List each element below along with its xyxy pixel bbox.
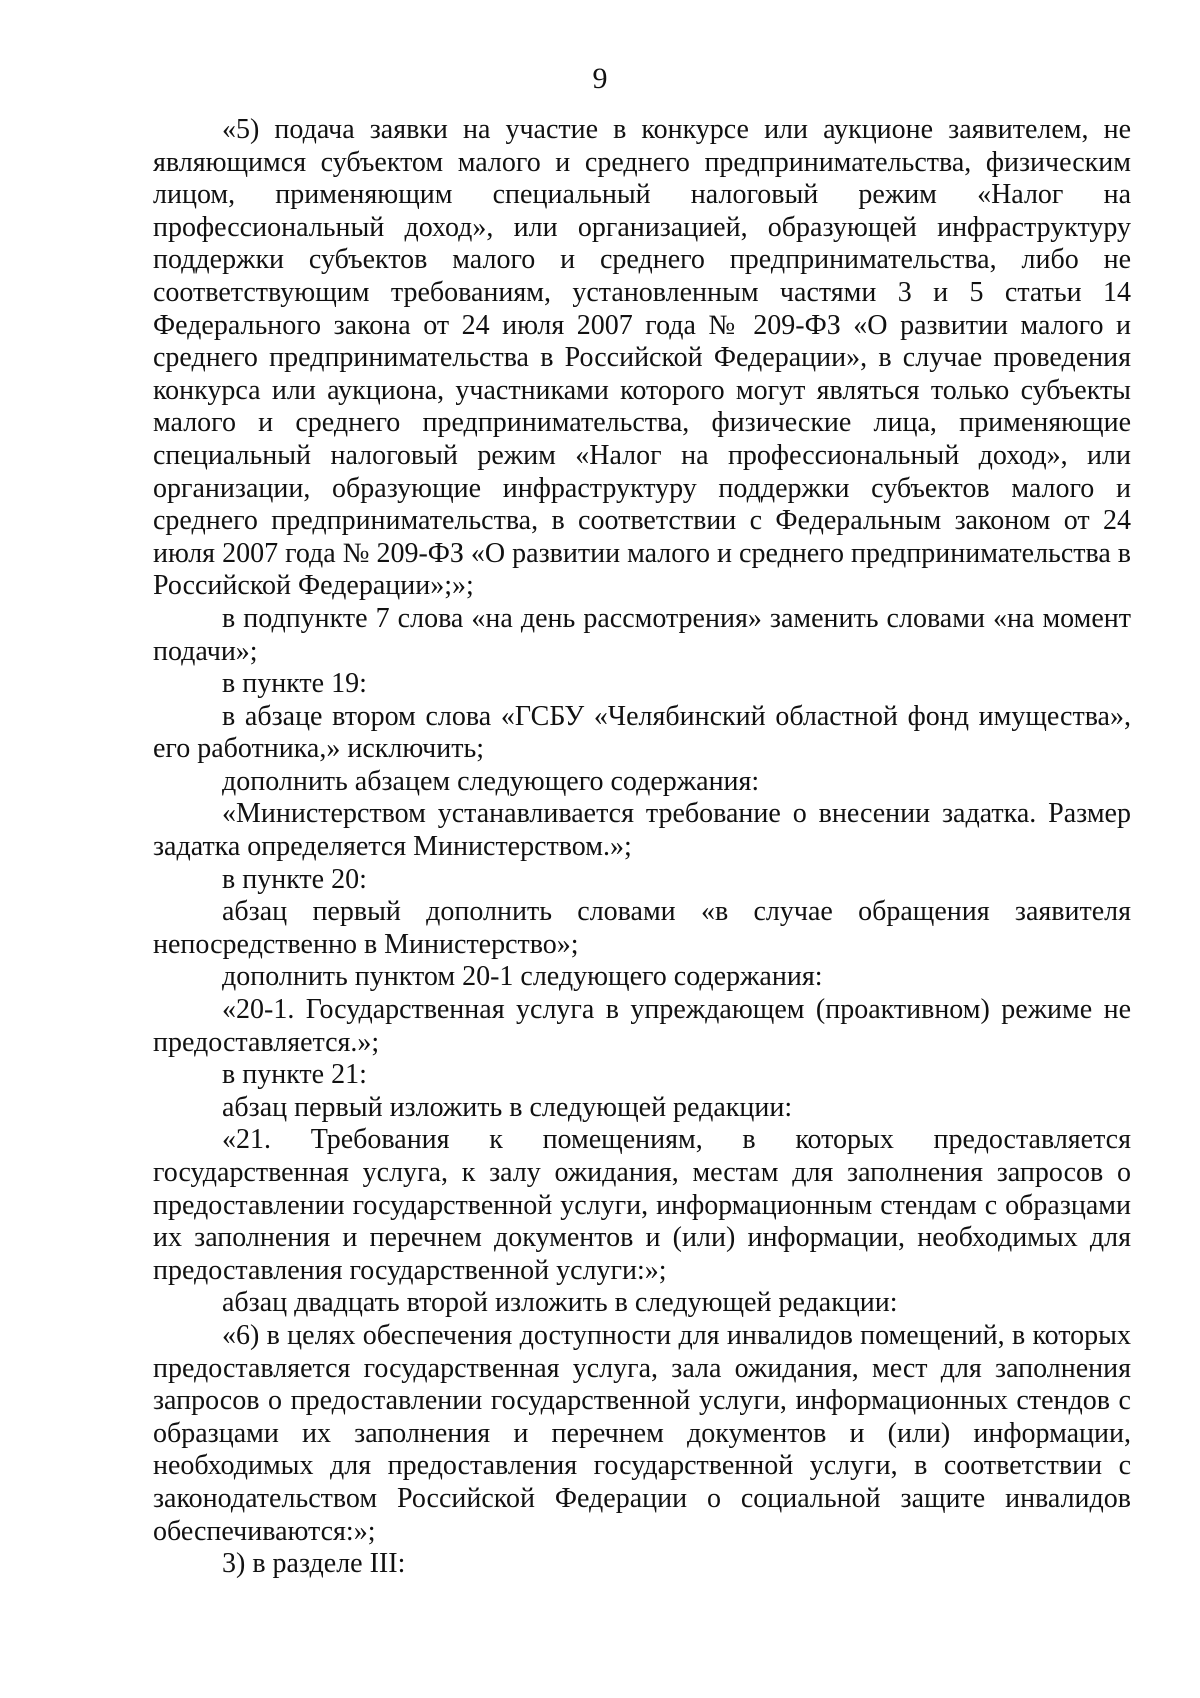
paragraph-point-19: в пункте 19: <box>222 668 367 700</box>
document-body <box>153 114 1131 1581</box>
paragraph-point-21: в пункте 21: <box>222 1059 367 1091</box>
paragraph-point-21-text: «21. Требования к помещениям, в которых предоставляется государственная услуга, к залу ожидания, местам для заполнения запросов о предоставлении государственной услуги, информационным стендам с образцами их заполнения и перечнем документов и (или) информации, необходимых для предоставления государственной услуги:»; <box>153 1124 1131 1286</box>
paragraph-item-5-amendment: «5) подача заявки на участие в конкурсе или аукционе заявителем, не являющимся субъектом малого и среднего предпринимательства, физическим лицом, применяющим специальный налоговый режим «Налог на профессиональный доход», или организацией, образующей инфраструктуру поддержки субъектов малого и среднего предпринимательства, либо не соответствующим требованиям, установленным частями 3 и 5 статьи 14 Федерального закона от 24 июля 2007 года № 209-ФЗ «О развитии малого и среднего предпринимательства в Российской Федерации», в случае проведения конкурса или аукциона, участниками которого могут являться только субъекты малого и среднего предпринимательства, физические лица, применяющие специальный налоговый режим «Налог на профессиональный доход», или организации, образующие инфраструктуру поддержки субъектов малого и среднего предпринимательства, в соответствии с Федеральным законом от 24 июля 2007 года № 209-ФЗ «О развитии малого и среднего предпринимательства в Российской Федерации»;»; <box>153 114 1131 602</box>
paragraph-deposit-requirement: «Министерством устанавливается требование о внесении задатка. Размер задатка определяется Министерством.»; <box>153 798 1131 863</box>
paragraph-point-19-second-abzac: в абзаце втором слова «ГСБУ «Челябинский областной фонд имущества», его работника,» исключить; <box>153 700 1131 765</box>
paragraph-point-21-first-abzac: абзац первый изложить в следующей редакции: <box>222 1091 793 1123</box>
paragraph-subitem-7: в подпункте 7 слова «на день рассмотрения» заменить словами «на момент подачи»; <box>153 602 1131 667</box>
paragraph-point-20-first-abzac: абзац первый дополнить словами «в случае обращения заявителя непосредственно в Министерство»; <box>153 896 1131 960</box>
page-number: 9 <box>592 62 608 95</box>
paragraph-twenty-second-abzac: абзац двадцать второй изложить в следующей редакции: <box>222 1287 898 1319</box>
paragraph-point-20-1-text: «20-1. Государственная услуга в упреждающем (проактивном) режиме не предоставляется.»; <box>153 994 1131 1058</box>
paragraph-point-20: в пункте 20: <box>222 863 367 895</box>
paragraph-add-point-20-1: дополнить пунктом 20-1 следующего содержания: <box>222 961 823 993</box>
paragraph-section-3: 3) в разделе III: <box>222 1548 406 1580</box>
paragraph-accessibility-text: «6) в целях обеспечения доступности для инвалидов помещений, в которых предоставляется государственная услуга, зала ожидания, мест для заполнения запросов о предоставлении государственной услуги, информационных стендов с образцами их заполнения и перечнем документов и (или) информации, необходимых для предоставления государственной услуги, в соответствии с законодательством Российской Федерации о социальной защите инвалидов обеспечиваются:»; <box>153 1319 1131 1547</box>
paragraph-add-abzac: дополнить абзацем следующего содержания: <box>222 765 760 797</box>
